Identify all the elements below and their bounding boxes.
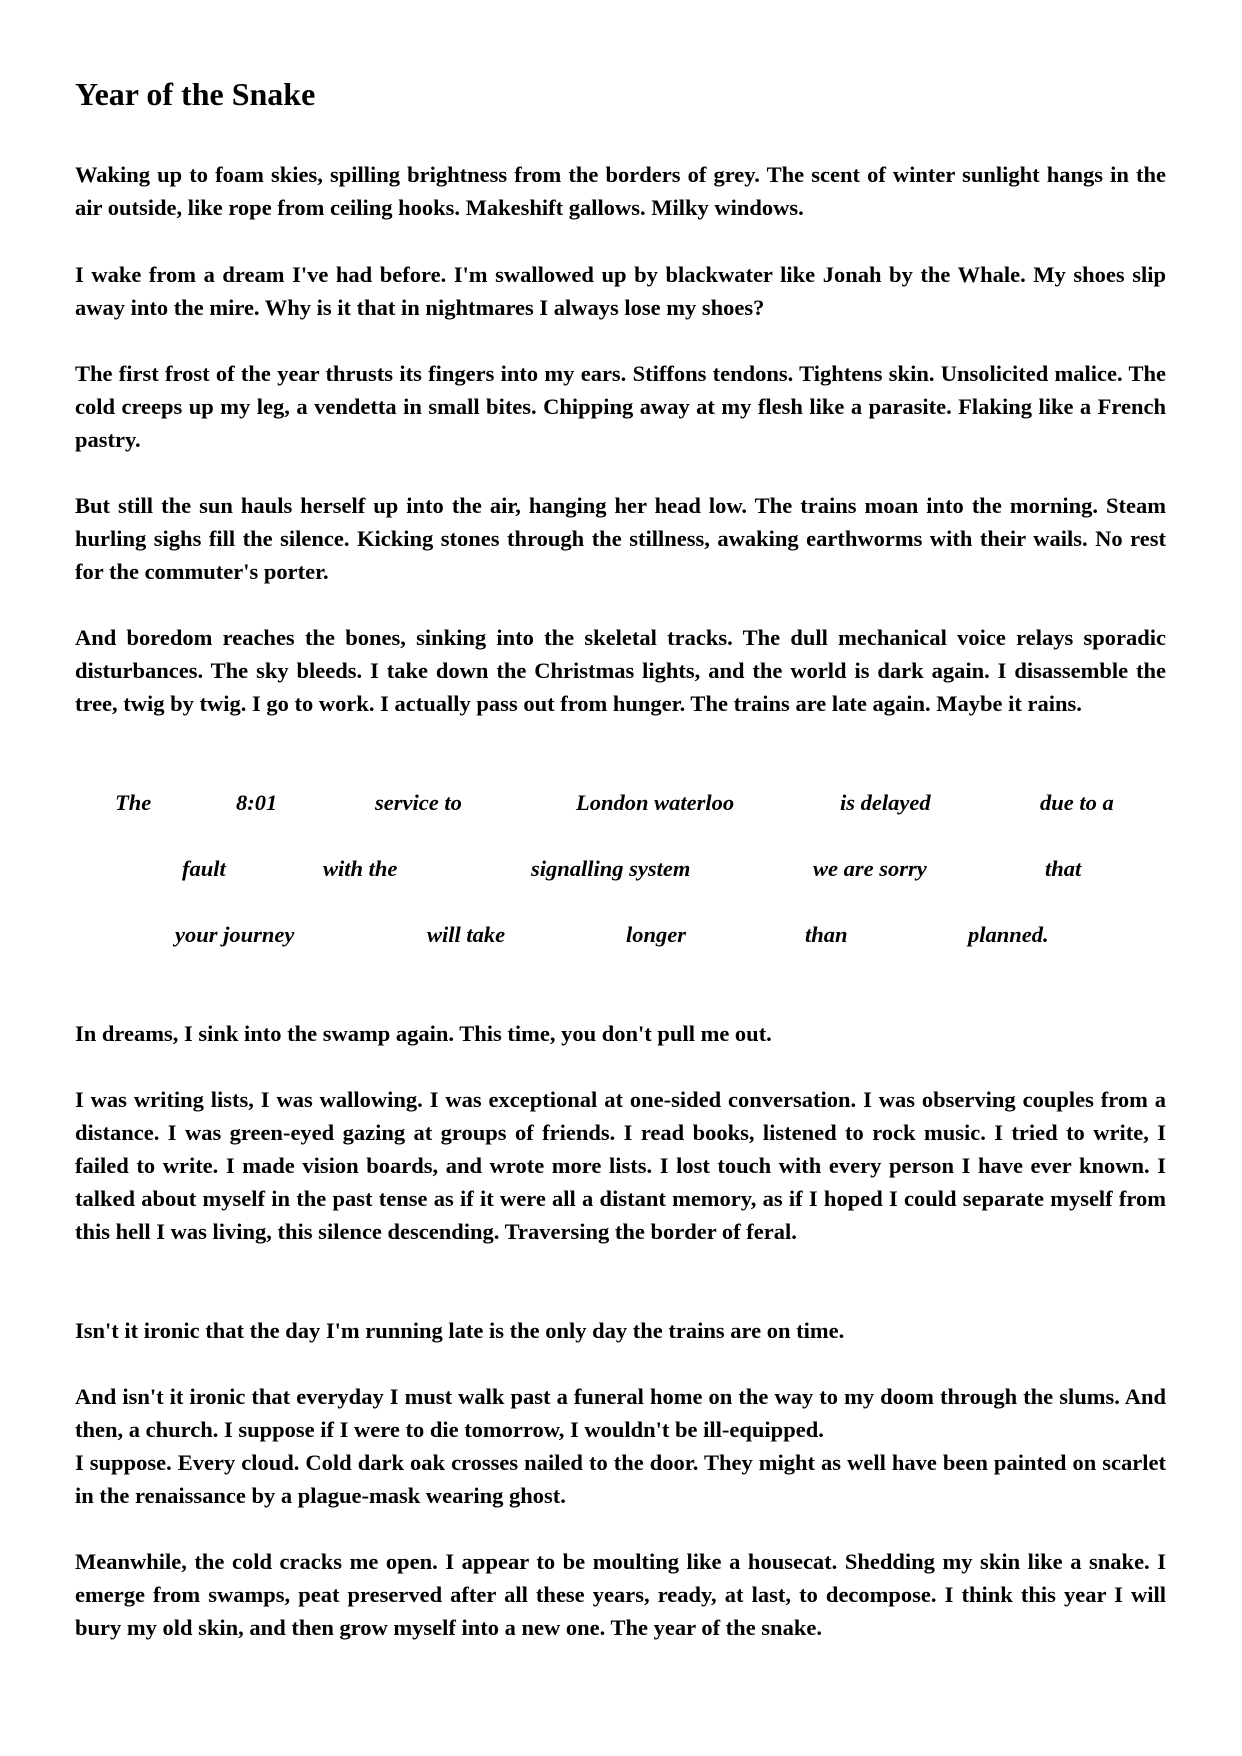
page-title: Year of the Snake [75,76,316,112]
paragraph: Meanwhile, the cold cracks me open. I appear to be moulting like a housecat. Shedding my skin like a snake. I emerge from swamps, peat preserved after all these years, ready, at last, to decompose. I think this year I will bury my old skin, and then grow myself into a new one. The year of the snake. [75,1549,1166,1640]
paragraph: The first frost of the year thrusts its fingers into my ears. Stiffons tendons. Tightens skin. Unsolicited malice. The cold creeps up my leg, a vendetta in small bites. Chipping away at my flesh like a parasite. Flaking like a French pastry. [75,361,1166,452]
paragraph: I was writing lists, I was wallowing. I was exceptional at one-sided conversation. I was observing couples from a distance. I was green-eyed gazing at groups of friends. I read books, listened to rock music. I tried to write, I failed to write. I made vision boards, and wrote more lists. I lost touch with every person I have ever known. I talked about myself in the past tense as if it were all a distant memory, as if I hoped I could separate myself from this hell I was living, this silence descending. Traversing the border of feral. [75,1087,1166,1244]
paragraph: Waking up to foam skies, spilling brightness from the borders of grey. The scent of winter sunlight hangs in the air outside, like rope from ceiling hooks. Makeshift gallows. Milky windows. [75,162,1166,220]
announcement-word: signalling system [531,856,691,881]
paragraph: In dreams, I sink into the swamp again. This time, you don't pull me out. [75,1021,772,1046]
announcement-word: with the [323,856,398,881]
announcement-word: longer [626,922,687,947]
announcement-word: that [1045,856,1082,881]
paragraph: And isn't it ironic that everyday I must walk past a funeral home on the way to my doom through the slums. And then, a church. I suppose if I were to die tomorrow, I wouldn't be ill-equipped. [75,1384,1166,1442]
announcement-word: planned. [968,922,1049,947]
announcement-word: due to a [1040,790,1114,815]
paragraph: But still the sun hauls herself up into the air, hanging her head low. The trains moan into the morning. Steam hurling sighs fill the silence. Kicking stones through the stillness, awaking earthworms with their wails. No rest for the commuter's porter. [75,493,1166,584]
announcement-word: is delayed [840,790,931,815]
announcement-word: London waterloo [576,790,735,815]
announcement-word: The [115,790,152,815]
announcement-word: your journey [175,922,295,947]
announcement-word: fault [182,856,226,881]
announcement-word: 8:01 [236,790,278,815]
paragraph: I wake from a dream I've had before. I'm swallowed up by blackwater like Jonah by the Whale. My shoes slip away into the mire. Why is it that in nightmares I always lose my shoes? [75,262,1166,320]
paragraph: And boredom reaches the bones, sinking into the skeletal tracks. The dull mechanical voice relays sporadic disturbances. The sky bleeds. I take down the Christmas lights, and the world is dark again. I disassemble the tree, twig by twig. I go to work. I actually pass out from hunger. The trains are late again. Maybe it rains. [75,625,1166,716]
announcement-word: service to [375,790,462,815]
paragraph: Isn't it ironic that the day I'm running late is the only day the trains are on time. [75,1318,845,1343]
announcement-word: we are sorry [813,856,927,881]
announcement-word: than [805,922,848,947]
announcement-word: will take [427,922,506,947]
paragraph: I suppose. Every cloud. Cold dark oak crosses nailed to the door. They might as well have been painted on scarlet in the renaissance by a plague-mask wearing ghost. [75,1450,1166,1508]
